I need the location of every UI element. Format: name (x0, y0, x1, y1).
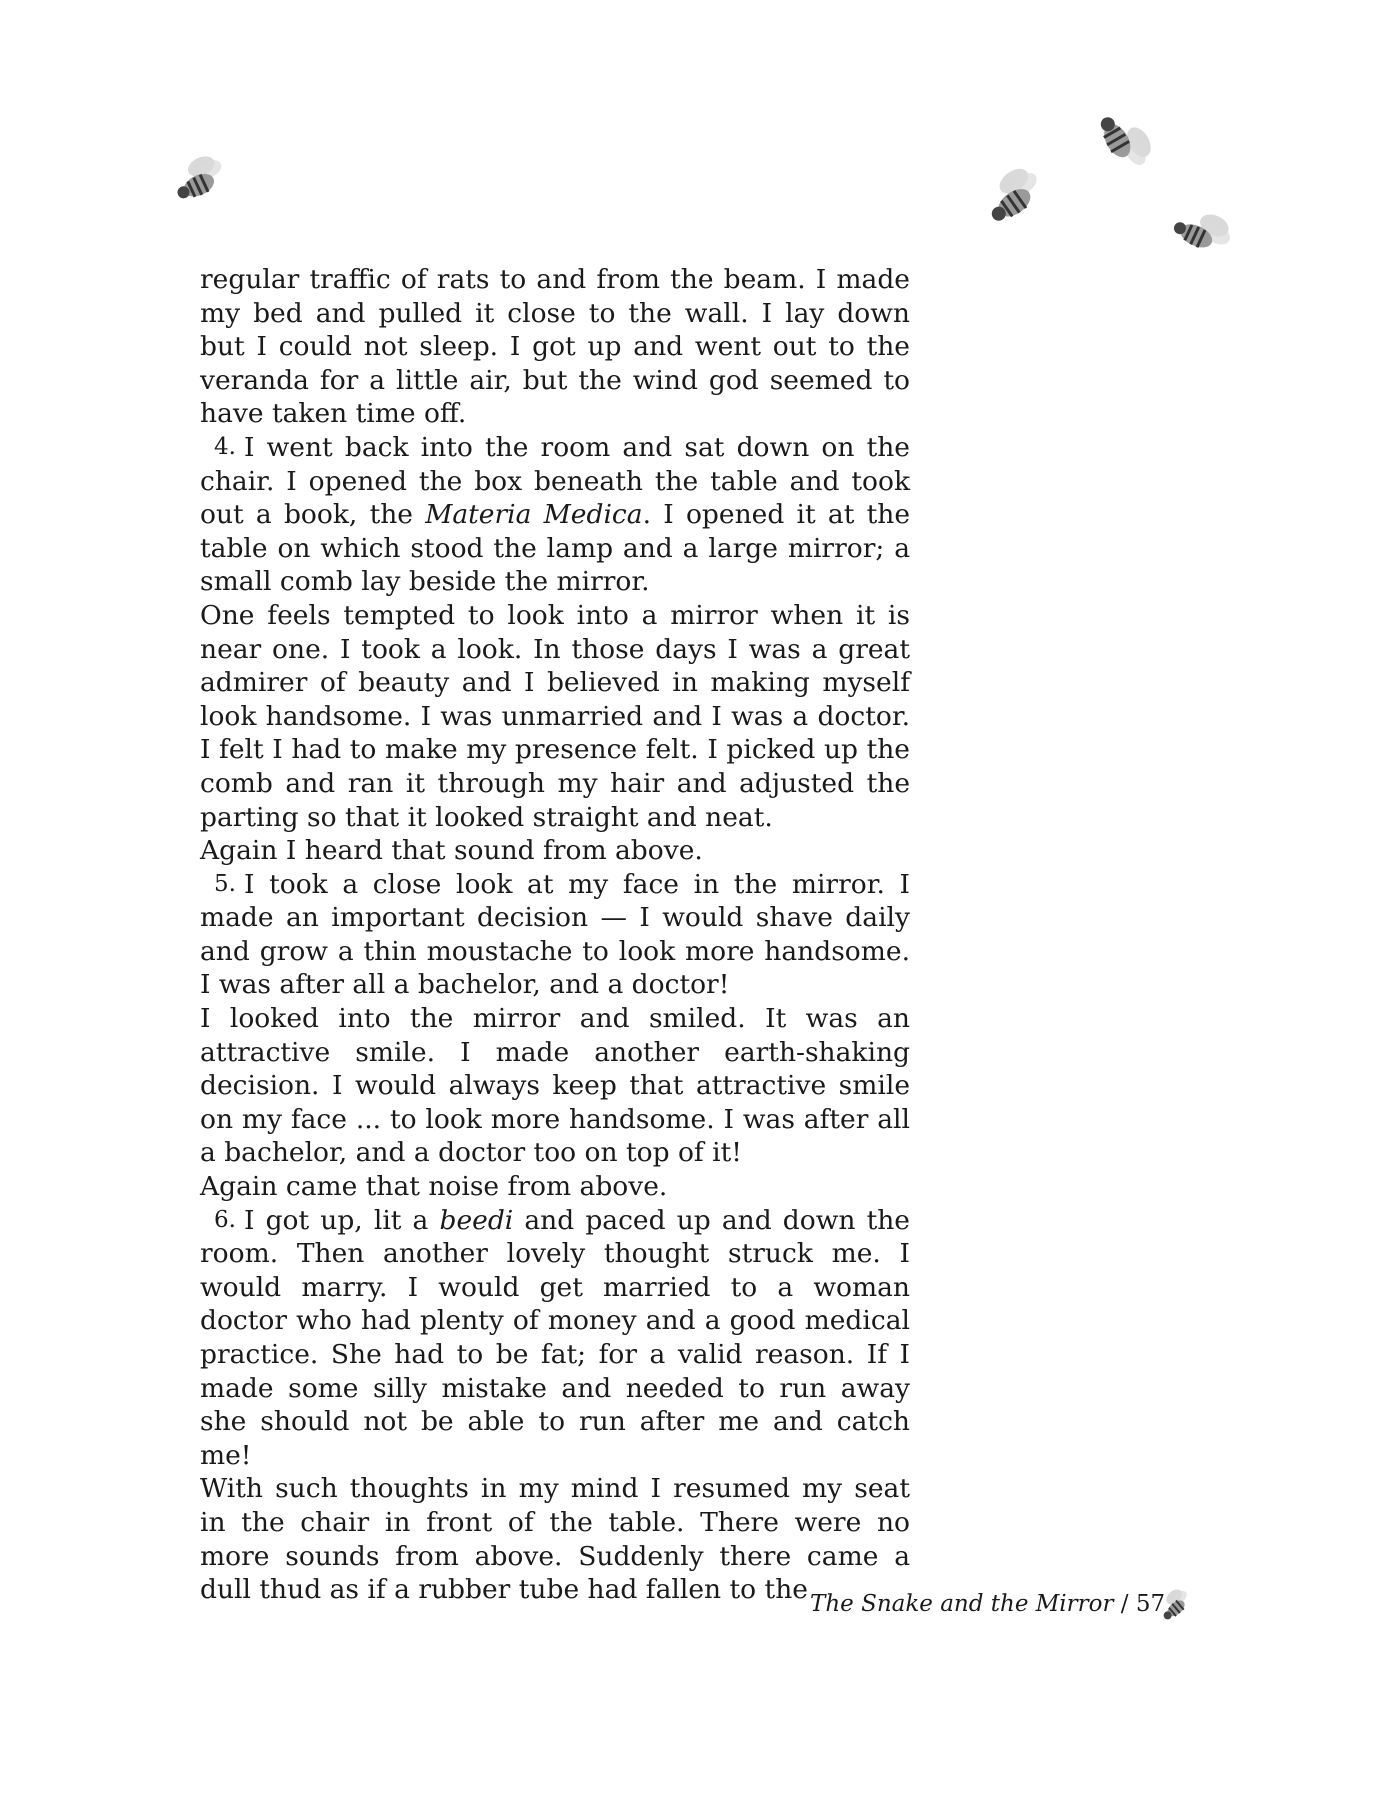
italic-text: Materia Medica (425, 499, 643, 531)
chapter-title: The Snake and the Mirror (810, 1591, 1114, 1617)
footer-separator: / (1113, 1591, 1136, 1617)
paragraph (200, 1002, 910, 1170)
paragraph (200, 1472, 910, 1606)
body-text (200, 263, 910, 1607)
paragraph (200, 1170, 910, 1204)
paragraph (200, 868, 910, 1002)
paragraph-text: One feels tempted to look into a mirror when it is near one. I took a look. In those days I was a great admirer of beauty and I believed in making myself look handsome. I was unmarried and I was a doctor. I felt I had to make my presence felt. I picked up the comb and ran it through my hair and adjusted the parting so that it looked straight and neat. (200, 599, 910, 833)
paragraph-text: regular traffic of rats to and from the beam. I made my bed and pulled it close to the wall. I lay down but I could not sleep. I got up and went out to the veranda for a little air, but the wind god seemed to have taken time off. (200, 264, 910, 430)
paragraph (200, 599, 910, 834)
bee-icon (160, 140, 240, 215)
paragraph-number: 4. (214, 433, 236, 460)
paragraph-text: I took a close look at my face in the mirror. I made an important decision — I would shave daily and grow a thin moustache to look more handsome. I was after all a bachelor, and a doctor! (200, 868, 910, 1001)
paragraph-number: 5. (214, 870, 236, 897)
paragraph-text: I went back into the room and sat down on the chair. I opened the box beneath the table and took out a book, the (200, 431, 910, 531)
bee-icon (1160, 195, 1245, 270)
page-footer (810, 1591, 1166, 1617)
paragraph (200, 834, 910, 868)
paragraph-text: . I opened it at the table on which stood the lamp and a large mirror; a small comb lay beside the mirror. (200, 499, 910, 598)
italic-text: beedi (439, 1204, 514, 1236)
paragraph (200, 263, 910, 431)
paragraph-text: I got up, lit a (244, 1204, 440, 1236)
bee-icon (970, 155, 1060, 235)
paragraph-number: 6. (214, 1206, 236, 1233)
page-number: 57 (1135, 1591, 1166, 1617)
paragraph (200, 1204, 910, 1473)
paragraph-text: Again I heard that sound from above. (200, 835, 703, 867)
paragraph-text: With such thoughts in my mind I resumed my seat in the chair in front of the table. There were no more sounds from above. Suddenly there came a dull thud as if a rubber tube had fallen to the (200, 1473, 910, 1606)
paragraph-text: I looked into the mirror and smiled. It was an attractive smile. I made another earth-shaking decision. I would always keep that attractive smile on my face ... to look more handsome. I was after all a bachelor, and a doctor too on top of it! (200, 1003, 910, 1169)
paragraph-text: Again came that noise from above. (200, 1171, 668, 1203)
paragraph-text: and paced up and down the room. Then another lovely thought struck me. I would marry. I would get married to a woman doctor who had plenty of money and a good medical practice. She had to be fat; for a valid reason. If I made some silly mistake and needed to run away she should not be able to run after me and catch me! (200, 1204, 910, 1471)
bee-icon (1080, 100, 1170, 185)
paragraph (200, 431, 910, 599)
